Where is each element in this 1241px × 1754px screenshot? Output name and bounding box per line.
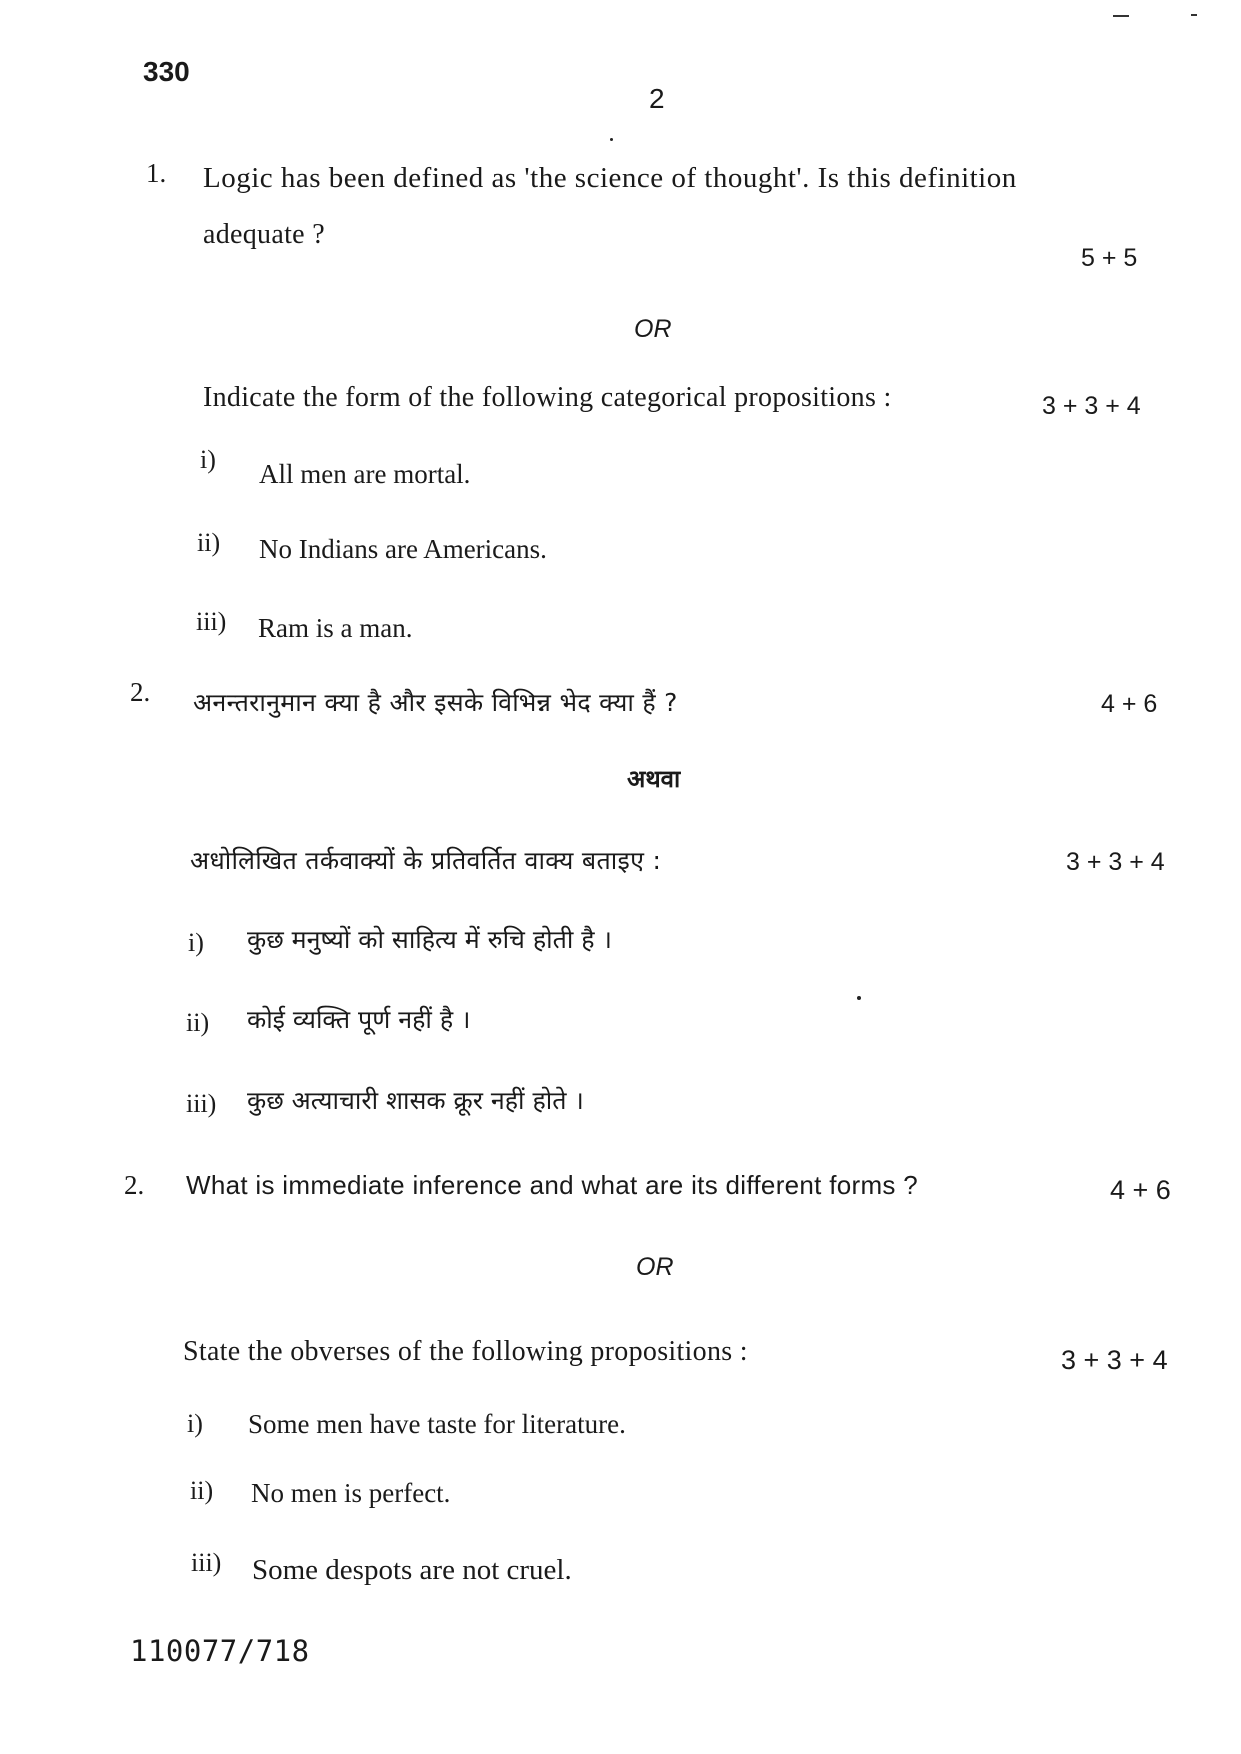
item-label: ii): [197, 528, 221, 557]
scan-speck: [857, 996, 861, 1000]
paper-footer-code: 110077/718: [130, 1634, 310, 1668]
item-text: Ram is a man.: [258, 613, 413, 643]
scan-speck: [1191, 14, 1197, 16]
item-label: ii): [186, 1008, 210, 1037]
item-text: No men is perfect.: [251, 1478, 451, 1508]
item-label: ii): [190, 1476, 214, 1505]
question-number: 2.: [130, 677, 151, 707]
alternative-prompt: Indicate the form of the following categorical propositions :: [203, 382, 892, 413]
item-text: कुछ अत्याचारी शासक क्रूर नहीं होते ।: [247, 1086, 584, 1115]
question-text: What is immediate inference and what are its different forms ?: [186, 1170, 918, 1200]
question-marks: 4 + 6: [1101, 690, 1158, 718]
question-number: 2.: [124, 1170, 145, 1200]
alternative-marks: 3 + 3 + 4: [1042, 392, 1141, 420]
item-label: i): [187, 1409, 203, 1438]
alternative-prompt: अधोलिखित तर्कवाक्यों के प्रतिवर्तित वाक्य बताइए :: [190, 846, 662, 875]
scan-speck: [610, 138, 613, 141]
question-text: Logic has been defined as 'the science of thought'. Is this definition: [203, 162, 1017, 194]
item-label: i): [200, 445, 216, 474]
alternative-prompt: State the obverses of the following propositions :: [183, 1336, 748, 1367]
question-marks: 4 + 6: [1110, 1175, 1171, 1205]
page-number: 2: [649, 83, 665, 114]
item-label: iii): [186, 1089, 217, 1118]
item-text: All men are mortal.: [259, 459, 471, 489]
item-label: i): [188, 928, 204, 957]
item-text: No Indians are Americans.: [259, 534, 547, 564]
question-text-continued: adequate ?: [203, 219, 325, 250]
alternative-marks: 3 + 3 + 4: [1061, 1345, 1168, 1375]
or-separator: OR: [636, 1253, 674, 1281]
item-text: कुछ मनुष्यों को साहित्य में रुचि होती है ।: [247, 925, 613, 954]
item-text: Some despots are not cruel.: [252, 1554, 572, 1586]
scan-speck: [1113, 15, 1129, 17]
paper-code: 330: [143, 56, 190, 87]
item-label: iii): [191, 1548, 222, 1577]
question-marks: 5 + 5: [1081, 244, 1138, 272]
alternative-marks: 3 + 3 + 4: [1066, 848, 1165, 876]
question-number: 1.: [146, 158, 167, 188]
or-separator: अथवा: [627, 765, 681, 793]
item-text: कोई व्यक्ति पूर्ण नहीं है ।: [247, 1005, 471, 1034]
or-separator: OR: [634, 315, 672, 343]
item-text: Some men have taste for literature.: [248, 1409, 626, 1439]
question-text: अनन्तरानुमान क्या है और इसके विभिन्न भेद क्या हैं ?: [193, 688, 678, 717]
item-label: iii): [196, 607, 227, 636]
